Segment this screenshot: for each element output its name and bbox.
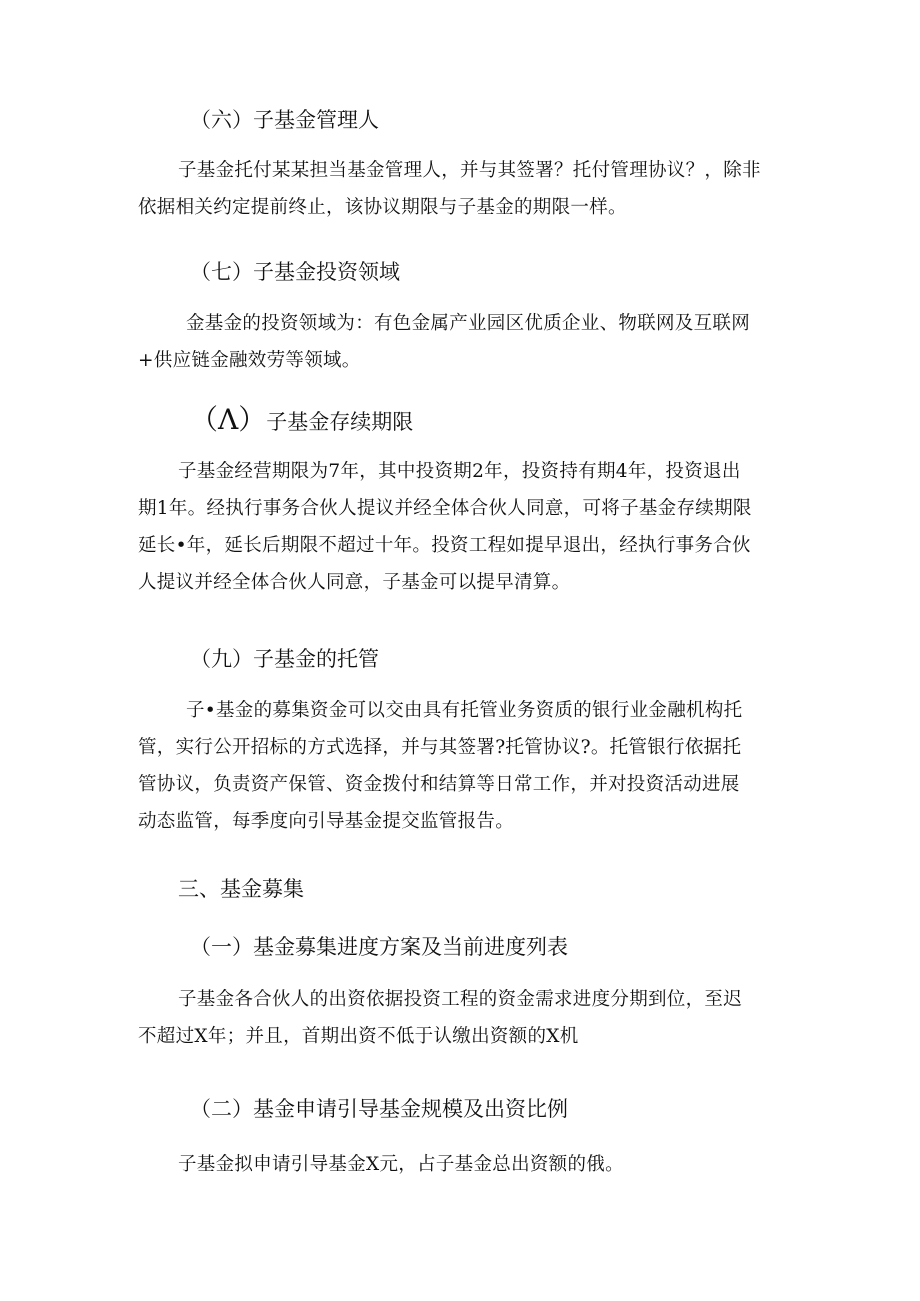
paragraph-guidance-fund (138, 1146, 788, 1183)
heading-close-paren: ） (238, 403, 267, 436)
heading-numeral: Λ (218, 403, 239, 436)
heading-investment-field: （七）子基金投资领域 (190, 260, 400, 284)
paragraph-line: 金基金的投资领域为：有色金属产业园区优质企业、物联网及互联网 (186, 313, 751, 334)
heading-fund-manager: （六）子基金管理人 (190, 108, 379, 132)
paragraph-line: 管，实行公开招标的方式选择，并与其签署?托管协议?。托管银行依据托 (138, 737, 742, 758)
heading-fundraising-schedule: （一）基金募集进度方案及当前进度列表 (190, 935, 568, 959)
paragraph-fund-manager (138, 152, 788, 226)
paragraph-line: 延长•年，延长后期限不超过十年。投资工程如提早退出，经执行事务合伙 (138, 535, 751, 556)
heading-custody: （九）子基金的托管 (190, 647, 379, 671)
paragraph-line: 子基金经营期限为7年，其中投资期2年，投资持有期4年，投资退出 (178, 461, 741, 482)
paragraph-fundraising-schedule (138, 981, 788, 1055)
heading-fundraising: 三、基金募集 (178, 877, 304, 901)
paragraph-line: 子•基金的募集资金可以交由具有托管业务资质的银行业金融机构托 (186, 700, 743, 721)
heading-open-paren: （ (190, 403, 219, 436)
paragraph-line: 子基金各合伙人的出资依据投资工程的资金需求进度分期到位，至迟 (178, 989, 743, 1010)
paragraph-line: 子基金拟申请引导基金X元，占子基金总出资额的俄。 (178, 1154, 624, 1175)
paragraph-investment-field (138, 305, 788, 379)
paragraph-duration (138, 453, 788, 601)
heading-guidance-fund: （二）基金申请引导基金规模及出资比例 (190, 1097, 568, 1121)
paragraph-line: 不超过X年；并且，首期出资不低于认缴出资额的X机 (138, 1026, 579, 1047)
paragraph-line: +供应链金融效劳等领域。 (138, 350, 361, 371)
paragraph-line: 动态监管，每季度向引导基金提交监管报告。 (138, 811, 515, 832)
paragraph-line: 子基金托付某某担当基金管理人，并与其签署？托付管理协议？，除非 (178, 160, 761, 181)
paragraph-line: 管协议，负责资产保管、资金拨付和结算等日常工作，并对投资活动进展 (138, 774, 740, 795)
paragraph-custody (138, 692, 788, 840)
heading-text: 子基金存续期限 (266, 410, 414, 434)
paragraph-line: 人提议并经全体合伙人同意，子基金可以提早清算。 (138, 572, 571, 593)
heading-duration (190, 403, 414, 436)
paragraph-line: 依据相关约定提前终止，该协议期限与子基金的期限一样。 (138, 197, 627, 218)
paragraph-line: 期1年。经执行事务合伙人提议并经全体合伙人同意，可将子基金存续期限 (138, 498, 752, 519)
